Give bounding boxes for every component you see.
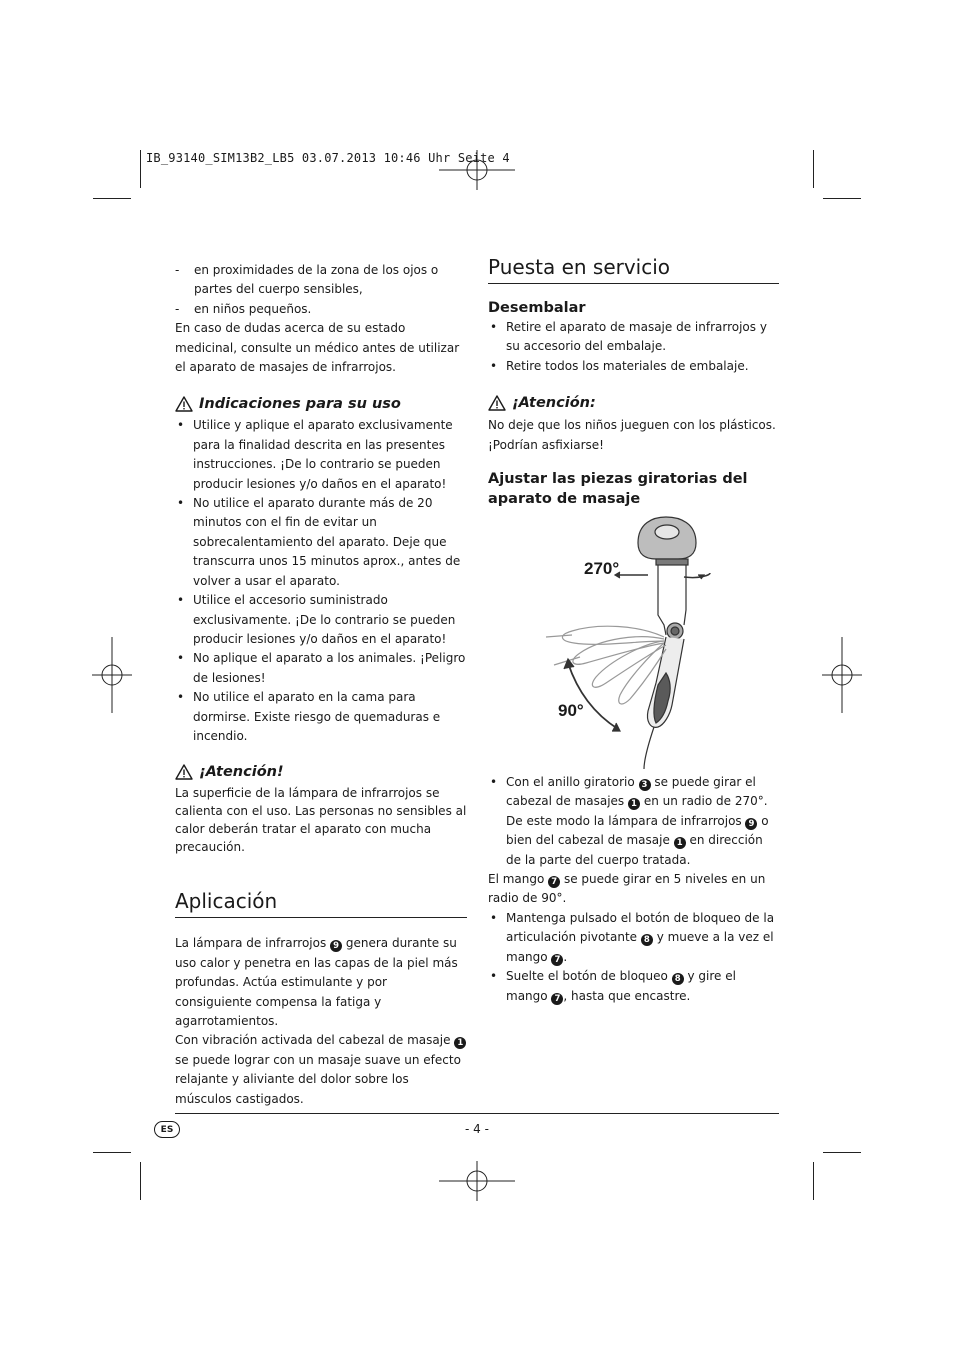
usage-heading-text: Indicaciones para su uso <box>199 396 401 413</box>
list-item: • Retire el aparato de masaje de infrarrojos y su accesorio del embalaje. <box>488 318 779 357</box>
list-item: • Retire todos los materiales de embalaje. <box>488 357 779 376</box>
warning-icon <box>488 395 506 411</box>
list-item: • Utilice el accesorio suministrado exclusivamente. ¡De lo contrario se pueden producir lesiones y/o daños en el aparato! <box>175 591 467 649</box>
attention-heading-text: ¡Atención! <box>199 764 284 781</box>
list-item: • No utilice el aparato en la cama para dormirse. Existe riesgo de quemaduras e incendio. <box>175 688 467 746</box>
attention-text: La superficie de la lámpara de infrarrojos se calienta con el uso. Las personas no sensibles al calor deberán tratar el aparato con mucha precaución. <box>175 786 467 855</box>
aplicacion-paragraph-2: Con vibración activada del cabezal de masaje 1 se puede lograr con un masaje suave un efecto relajante y aliviante del dolor sobre los músculos castigados. <box>175 1031 467 1109</box>
number-badge: 1 <box>628 798 640 810</box>
list-item: • Utilice y aplique el aparato exclusivamente para la finalidad descrita en las presentes instrucciones. ¡De lo contrario se pueden producir lesiones y/o daños en el aparato! <box>175 416 467 494</box>
aplicacion-paragraph-1: La lámpara de infrarrojos 9 genera durante su uso calor y penetra en las capas de la piel más profundas. Actúa estimulante y por consiguiente compensa la fatiga y agarrotamientos. <box>175 936 458 1028</box>
attention-heading-text: ¡Atención: <box>512 395 596 412</box>
list-item: • No aplique el aparato a los animales. ¡Peligro de lesiones! <box>175 649 467 688</box>
attention-heading <box>488 393 779 413</box>
list-item: - en proximidades de la zona de los ojos o partes del cuerpo sensibles, <box>175 261 467 300</box>
massager-drawing <box>488 515 779 769</box>
warning-icon <box>175 396 193 412</box>
attention-heading <box>175 762 467 782</box>
list-item: • Mantenga pulsado el botón de bloqueo de la articulación pivotante 8 y mueve a la vez el mango 7 . <box>488 909 779 967</box>
label-270: 270° <box>584 559 620 579</box>
list-item: - en niños pequeños. <box>175 300 467 319</box>
attention-text: No deje que los niños jueguen con los plásticos. ¡Podrían asfixiarse! <box>488 418 776 452</box>
number-badge: 3 <box>639 779 651 791</box>
unpack-heading: Desembalar <box>488 300 586 316</box>
language-badge: ES <box>154 1121 180 1138</box>
number-badge: 9 <box>745 818 757 830</box>
handle-note: El mango 7 se puede girar en 5 niveles en un radio de 90°. <box>488 872 766 906</box>
right-column <box>488 255 779 1006</box>
print-slug: IB_93140_SIM13B2_LB5 03.07.2013 10:46 Uhr Seite 4 <box>146 151 510 165</box>
warning-icon <box>175 764 193 780</box>
number-badge: 8 <box>672 973 684 985</box>
number-badge: 7 <box>548 876 560 888</box>
number-badge: 1 <box>674 837 686 849</box>
section-title-puesta: Puesta en servicio <box>488 255 779 284</box>
list-item: • Suelte el botón de bloqueo 8 y gire el mango 7 , hasta que encastre. <box>488 967 779 1006</box>
page-number: - 4 - <box>465 1122 489 1136</box>
section-title-aplicacion: Aplicación <box>175 889 467 918</box>
footer-rule <box>175 1113 779 1114</box>
number-badge: 7 <box>551 993 563 1005</box>
number-badge: 1 <box>454 1037 466 1049</box>
device-illustration <box>488 515 779 769</box>
number-badge: 9 <box>330 940 342 952</box>
usage-heading <box>175 394 467 414</box>
list-item: • Con el anillo giratorio 3 se puede girar el cabezal de masajes 1 en un radio de 270°. De este modo la lámpara de infrarrojos 9 o bien del cabezal de masaje 1 en dirección de la parte del cuerpo tratada. <box>488 773 779 870</box>
left-column <box>175 261 467 1109</box>
intro-note: En caso de dudas acerca de su estado medicinal, consulte un médico antes de utilizar el aparato de masajes de infrarrojos. <box>175 321 460 375</box>
adjust-heading: Ajustar las piezas giratorias del aparato de masaje <box>488 471 748 508</box>
label-90: 90° <box>558 701 584 721</box>
number-badge: 7 <box>551 954 563 966</box>
number-badge: 8 <box>641 934 653 946</box>
list-item: • No utilice el aparato durante más de 20 minutos con el fin de evitar un sobrecalentamiento del aparato. Deje que transcurra unos 15 minutos aprox., antes de volver a usar el aparato. <box>175 494 467 591</box>
